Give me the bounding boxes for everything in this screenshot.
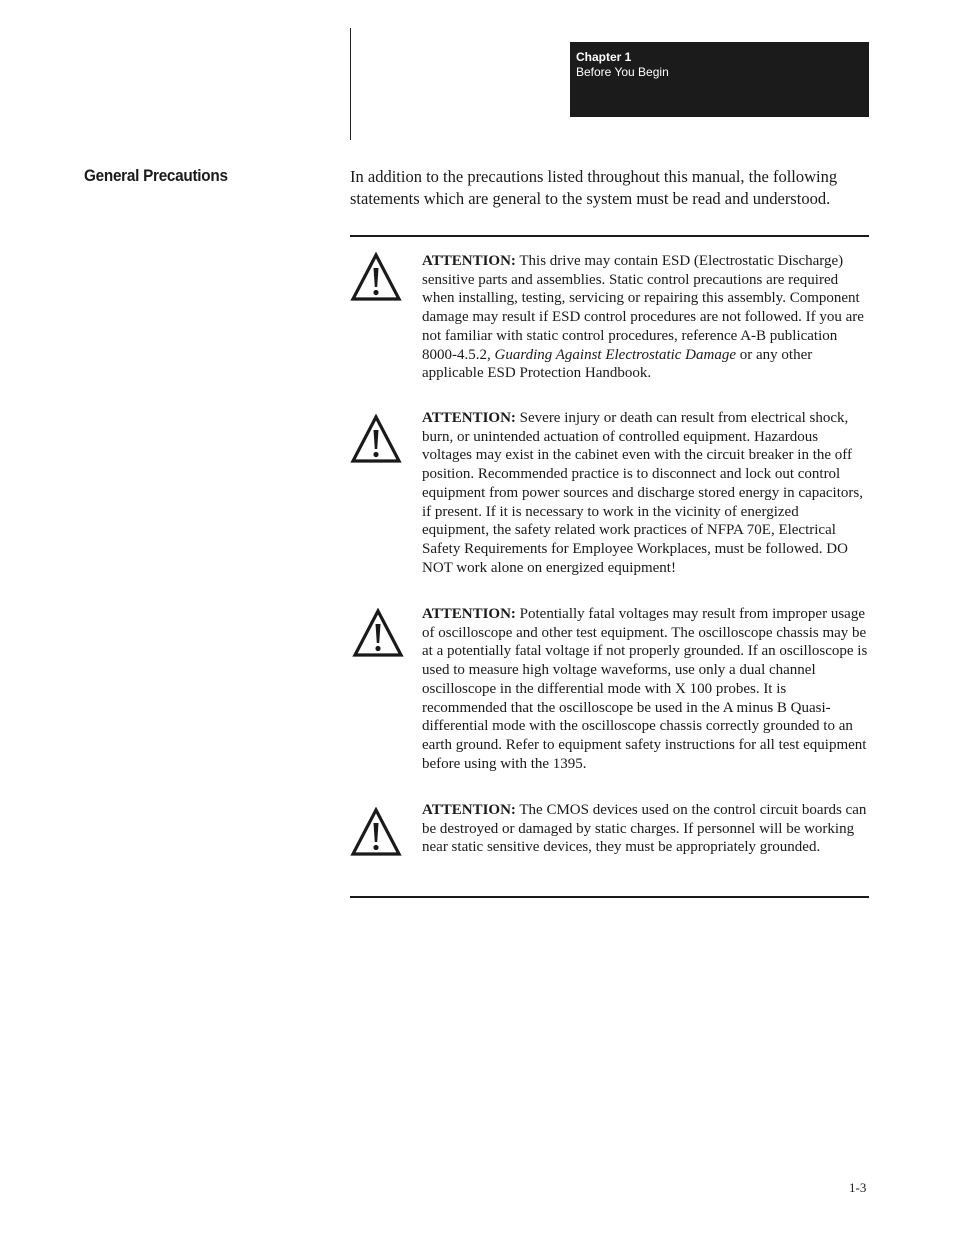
warning-triangle-icon (350, 414, 402, 464)
notice-top-rule (350, 235, 869, 237)
notice-text (422, 605, 868, 773)
intro-paragraph: In addition to the precautions listed throughout this manual, the following statements which are general to the system must be read and understood. (350, 167, 838, 208)
notice-body: Severe injury or death can result from electrical shock, burn, or unintended actuation of controlled equipment. Hazardous voltages may exist in the cabinet even with the circuit breaker in the off position. Recommended practice is to disconnect and lock out control equipment from power sources and discharge stored energy in capacitors, if present. If it is necessary to work in the vicinity of energized equipment, the safety related work practices of NFPA 70E, Electrical Safety Requirements for Employee Workplaces, must be followed. DO NOT work alone on energized equipment! (422, 410, 863, 576)
warning-triangle-icon (352, 608, 404, 658)
attention-label: ATTENTION: (422, 802, 516, 818)
section-heading: General Precautions (84, 166, 228, 185)
notice-body: Potentially fatal voltages may result from improper usage of oscilloscope and other test equipment. The oscilloscope chassis may be at a potentially fatal voltage if not properly grounded. If an oscilloscope is used to measure high voltage waveforms, use only a dual channel oscilloscope in the differential mode with X 100 probes. It is recommended that the oscilloscope be used in the A minus B Quasi-differential mode with the oscilloscope chassis correctly grounded to an earth ground. Refer to equipment safety instructions for all test equipment before using with the 1395. (422, 606, 868, 772)
chapter-header (570, 42, 869, 117)
attention-label: ATTENTION: (422, 253, 516, 269)
page-number: 1-3 (849, 1180, 867, 1195)
attention-label: ATTENTION: (422, 606, 516, 622)
publication-title: Guarding Against Electrostatic Damage (494, 346, 737, 363)
notice-body: The CMOS devices used on the control circuit boards can be destroyed or damaged by static charges. If personnel will be working near static sensitive devices, they must be appropriately grounded. (422, 802, 867, 856)
notice-bottom-rule (350, 896, 869, 898)
margin-rule (350, 28, 351, 140)
warning-triangle-icon (350, 252, 402, 302)
warning-triangle-icon (350, 807, 402, 857)
notice-body-end: or any other applicable ESD Protection Handbook. (422, 346, 813, 382)
notice-text (422, 801, 868, 857)
notice-text (422, 409, 868, 577)
attention-label: ATTENTION: (422, 410, 516, 426)
notice-text (422, 252, 868, 383)
notice-body: This drive may contain ESD (Electrostatic Discharge) sensitive parts and assemblies. Static control precautions are required when installing, testing, servicing or repairing this assembly. Component damage may result if ESD control procedures are not followed. If you are not familiar with static control procedures, reference A-B publication 8000-4.5.2, (422, 253, 864, 363)
chapter-title: Before You Begin (576, 65, 669, 79)
chapter-number: Chapter 1 (576, 50, 632, 64)
